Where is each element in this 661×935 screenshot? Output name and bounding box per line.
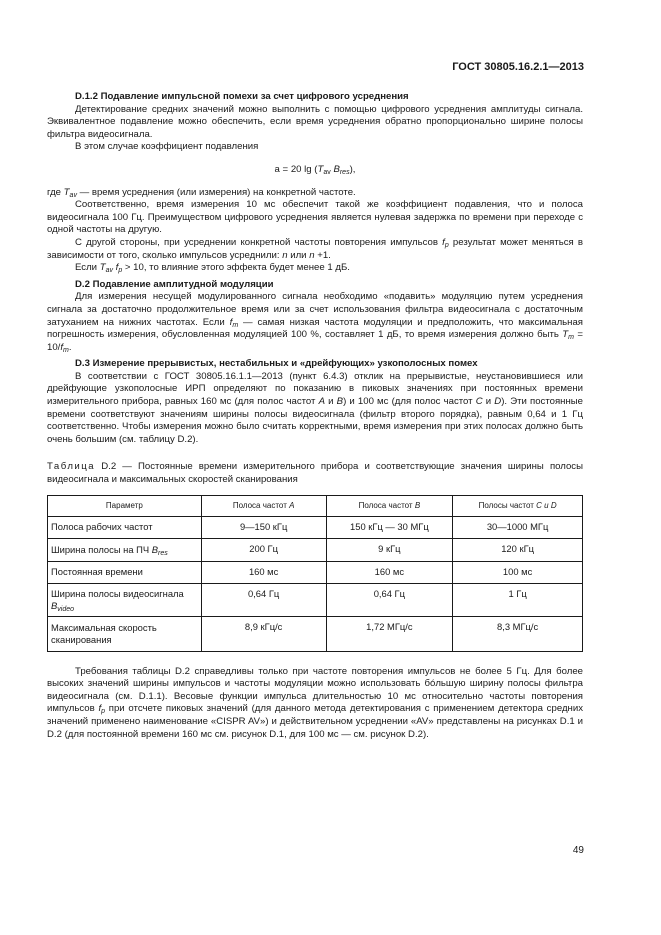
table-cell: 160 мс (201, 561, 326, 583)
paragraph: Соответственно, время измерения 10 мс обеспечит такой же коэффициент подавления, что и полоса видеосигнала 100 Гц. Преимуществом цифрового усреднения является нулевая задержка по времени при переходе с одной частоты на другую. (47, 199, 583, 236)
table-cell: 120 кГц (453, 538, 583, 561)
table-cell: 8,3 МГц/с (453, 616, 583, 651)
paragraph: В этом случае коэффициент подавления (75, 141, 259, 153)
table-header-cell: Полоса частот B (326, 495, 453, 516)
page-content (47, 91, 583, 741)
table-cell-param: Полоса рабочих частот (48, 516, 202, 538)
table-cell: 160 мс (326, 561, 453, 583)
table-header-cell: Полоса частот A (201, 495, 326, 516)
table-row (48, 561, 583, 583)
table-cell: 0,64 Гц (201, 583, 326, 616)
table-cell: 8,9 кГц/с (201, 616, 326, 651)
paragraph: Если $T_{av}$ $f_p > 10$, то влияние этого эффекта будет менее 1 дБ. (75, 262, 350, 275)
table-cell: 100 мс (453, 561, 583, 583)
table-row (48, 583, 583, 616)
section-title-d12: D.1.2 Подавление импульсной помехи за счет цифрового усреднения (75, 91, 409, 102)
paragraph: Детектирование средних значений можно выполнить с помощью цифрового усреднения амплитуды сигнала. Эквивалентное подавление можно обеспечить, если время усреднения обратно пропорционально ширине полосы фильтра видеосигнала. (47, 103, 583, 140)
table-cell: 200 Гц (201, 538, 326, 561)
table-cell: 1 Гц (453, 583, 583, 616)
table-header-cell: Полосы частот C и D (453, 495, 583, 516)
formula: a = 20 $\lg (T_{av}$ $B_{res}$), (274, 163, 356, 176)
paragraph: В соответствии с ГОСТ 30805.16.1.1—2013 (пункт 6.4.3) отклик на прерывистые, неустановившиеся или дрейфующие узкополосные ИРП определяют по показанию в пиковых значениях при постоянных времени измерительного прибора, равных 160 мс (для полос частот A и B) и 100 мс (для полос частот C и D). Эти постоянные времени соответствуют значениям ширины полосы видеосигнала (фильтр второго порядка), равным 0,64 и 1 Гц соответственно. Чтобы измерения можно было считать корректными, время измерения при этих полосах должно быть очень большим (см. таблицу D.2). (47, 370, 584, 445)
table-header-cell: Параметр (48, 495, 202, 516)
table-cell: 150 кГц — 30 МГц (326, 516, 453, 538)
table-caption: Таблица D.2 — Постоянные времени измерительного прибора и соответствующие значения ширины полосы видеосигнала и максимальных скоростей сканирования (47, 461, 583, 486)
document-header: ГОСТ 30805.16.2.1—2013 (452, 61, 584, 73)
paragraph: С другой стороны, при усреднении конкретной частоты повторения импульсов $f_p$ результат может меняться в зависимости от того, сколько импульсов усреднили: n или n +1. (47, 236, 583, 261)
table-row (48, 616, 583, 651)
table-row (48, 538, 583, 561)
table-cell: 30—1000 МГц (453, 516, 583, 538)
paragraph: Для измерения несущей модулированного сигнала необходимо «подавить» модуляцию путем усреднения сигнала за достаточно продолжительное время или за счет использования фильтра видеосигнала с достаточным затуханием на нижних частотах. Если $f_m$ — самая низкая частота модуляции и предположить, что максимальная погрешность измерения, обусловленная модуляцией 100 %, составляет 1 дБ, то время измерения должно быть $T_m = 10/f_m$. (47, 291, 583, 354)
table-cell: 1,72 МГц/с (326, 616, 453, 651)
paragraph: Требования таблицы D.2 справедливы только при частоте повторения импульсов не более 5 Гц. Для более высоких значений ширины импульсов и частоты модуляции можно использовать бóльшую ширину полосы фильтра видеосигнала (см. D.1.1). Весовые функции импульса длительностью 10 мс относительно частоты повторения импульсов $f_p$ при отсчете пиковых значений (для данного метода детектирования с применением детектора средних значений применено наименование «CISPR AV») и действительном усреднении «AV» представлены на рисунках D.1 и D.2 (для постоянной времени 160 мс см. рисунок D.1, для 100 мс — см. рисунок D.2). (47, 665, 583, 740)
table-d2 (47, 495, 583, 652)
table-cell-param: Максимальная скорость сканирования (48, 616, 202, 651)
formula-explanation: где $T_{av}$ — время усреднения (или измерения) на конкретной частоте. (47, 186, 356, 199)
table-header-row (48, 495, 583, 516)
table-row (48, 516, 583, 538)
section-title-d2: D.2 Подавление амплитудной модуляции (75, 278, 274, 290)
section-title-d3: D.3 Измерение прерывистых, нестабильных и «дрейфующих» узкополосных помех (75, 358, 478, 370)
table-cell: 9 кГц (326, 538, 453, 561)
table-cell: 9—150 кГц (201, 516, 326, 538)
table-cell-param: Ширина полосы на ПЧ $B_{res}$ (48, 538, 202, 561)
table-cell-param: Постоянная времени (48, 561, 202, 583)
table-cell-param: Ширина полосы видеосигнала $B_{video}$ (48, 583, 202, 616)
table-cell: 0,64 Гц (326, 583, 453, 616)
page-number: 49 (572, 845, 584, 856)
